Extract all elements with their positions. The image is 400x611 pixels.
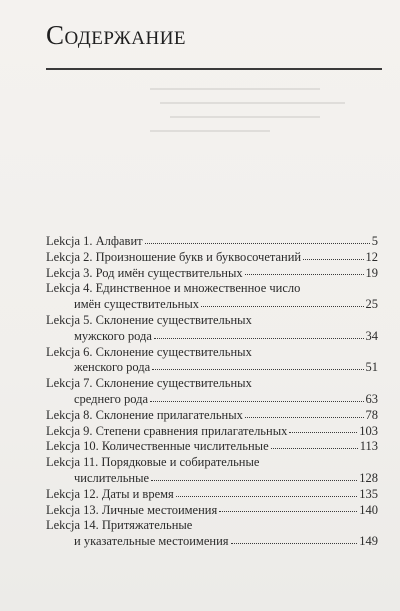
toc-entry — [46, 503, 378, 519]
toc-page-number: 19 — [365, 265, 378, 280]
toc-entry — [46, 250, 378, 266]
table-of-contents — [46, 234, 378, 550]
toc-entry-title: женского рода — [74, 360, 151, 375]
toc-entry-title: и указательные местоимения — [74, 534, 229, 549]
toc-entry-title: Lekcja 8. Склонение прилагательных — [46, 407, 243, 422]
toc-line — [46, 503, 378, 519]
toc-page-number: 34 — [365, 328, 378, 343]
toc-entry-title: Lekcja 13. Личные местоимения — [46, 502, 218, 517]
toc-page-number: 63 — [365, 391, 378, 406]
toc-entry — [46, 518, 378, 550]
toc-entry-title: Lekcja 11. Порядковые и собирательные — [46, 455, 260, 470]
toc-entry-title: Lekcja 6. Склонение существительных — [46, 344, 252, 359]
toc-entry — [46, 455, 378, 487]
toc-page-number: 51 — [365, 360, 378, 375]
toc-entry-title: Lekcja 5. Склонение существительных — [46, 312, 252, 327]
toc-page-number: 149 — [359, 534, 378, 549]
dot-leader — [231, 542, 358, 544]
toc-line — [46, 376, 378, 392]
toc-line — [46, 345, 378, 361]
toc-entry-title: мужского рода — [74, 328, 152, 343]
toc-entry-title: Lekcja 10. Количественные числительные — [46, 439, 269, 454]
toc-entry-title: Lekcja 4. Единственное и множественное число — [46, 281, 301, 296]
toc-entry — [46, 313, 378, 345]
toc-entry-title: Lekcja 1. Алфавит — [46, 234, 143, 248]
dot-leader — [303, 258, 363, 260]
dot-leader — [154, 337, 364, 339]
toc-entry-title: Lekcja 9. Степени сравнения прилагательных — [46, 423, 288, 438]
toc-page-number: 140 — [359, 502, 378, 517]
dot-leader — [219, 510, 357, 512]
toc-entry-title: имён существительных — [74, 297, 199, 312]
toc-line — [46, 424, 378, 440]
toc-entry-title: Lekcja 12. Даты и время — [46, 486, 174, 501]
dot-leader — [150, 400, 363, 402]
toc-line — [46, 487, 378, 503]
dot-leader — [176, 495, 357, 497]
toc-page-number: 5 — [371, 234, 378, 248]
toc-line — [46, 534, 378, 550]
dot-leader — [201, 305, 364, 307]
toc-page-number: 25 — [365, 297, 378, 312]
title-underline — [46, 68, 382, 70]
toc-line — [46, 408, 378, 424]
toc-page-number: 113 — [359, 439, 378, 454]
toc-entry — [46, 487, 378, 503]
toc-line — [46, 266, 378, 282]
toc-page-number: 135 — [359, 486, 378, 501]
dot-leader — [151, 479, 357, 481]
dot-leader — [145, 242, 370, 244]
toc-entry — [46, 424, 378, 440]
toc-line — [46, 392, 378, 408]
toc-entry-title: Lekcja 2. Произношение букв и буквосочетаний — [46, 249, 302, 264]
toc-entry — [46, 376, 378, 408]
toc-entry — [46, 345, 378, 377]
toc-line — [46, 329, 378, 345]
toc-page-number: 103 — [359, 423, 378, 438]
toc-line — [46, 455, 378, 471]
toc-entry-title: среднего рода — [74, 391, 149, 406]
toc-line — [46, 234, 378, 250]
toc-entry — [46, 266, 378, 282]
toc-page-number: 12 — [365, 249, 378, 264]
page-title: Содержание — [46, 20, 187, 50]
dot-leader — [152, 368, 363, 370]
toc-entry — [46, 439, 378, 455]
bleed-through-text — [150, 86, 350, 146]
dot-leader — [245, 416, 364, 418]
dot-leader — [245, 273, 364, 275]
toc-line — [46, 439, 378, 455]
toc-line — [46, 250, 378, 266]
toc-page-number: 128 — [359, 470, 378, 485]
toc-entry-title: Lekcja 3. Род имён существительных — [46, 265, 243, 280]
toc-entry-title: Lekcja 14. Притяжательные — [46, 518, 193, 533]
toc-line — [46, 297, 378, 313]
toc-line — [46, 471, 378, 487]
toc-line — [46, 313, 378, 329]
toc-line — [46, 518, 378, 534]
toc-entry — [46, 234, 378, 250]
toc-line — [46, 281, 378, 297]
toc-entry — [46, 408, 378, 424]
toc-entry — [46, 281, 378, 313]
toc-entry-title: Lekcja 7. Склонение существительных — [46, 376, 252, 391]
toc-entry-title: числительные — [74, 470, 150, 485]
toc-page-number: 78 — [365, 407, 378, 422]
dot-leader — [289, 431, 357, 433]
dot-leader — [271, 447, 358, 449]
toc-line — [46, 360, 378, 376]
